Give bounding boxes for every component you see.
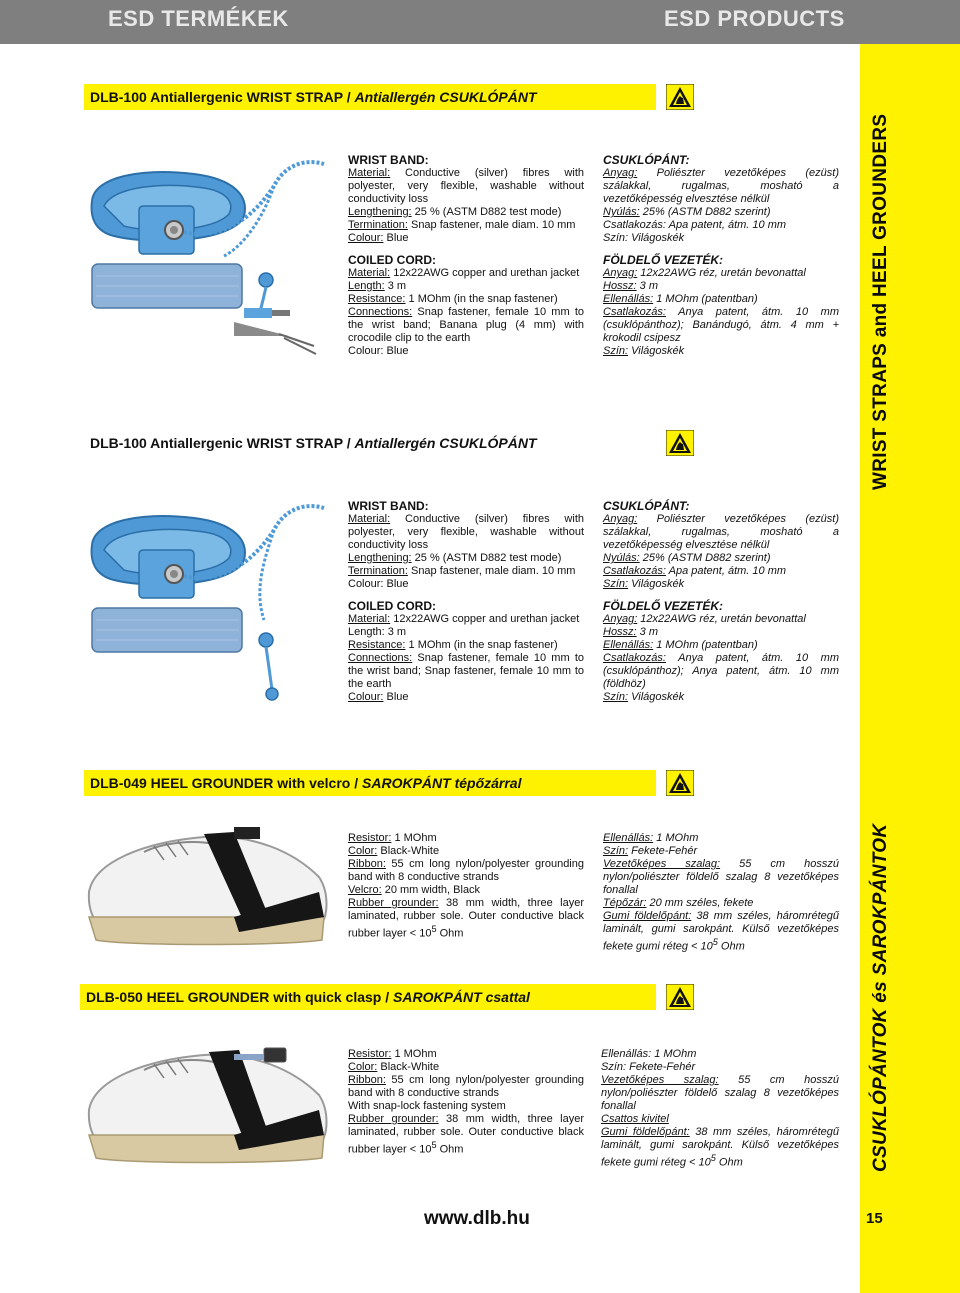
page-number: 15 xyxy=(866,1210,883,1227)
spec-line: Colour: Blue xyxy=(348,232,409,244)
spec-line: Csatlakozás: Anya patent, átm. 10 mm (csuklópánthoz); Anya patent, átm. 10 mm (földhöz) xyxy=(603,652,839,690)
heel-grounder-image-2 xyxy=(84,1040,334,1170)
section-title: COILED CORD: xyxy=(348,599,436,613)
spec-line: Connections: Snap fastener, female 10 mm to the wrist band; Banana plug (4 mm) with crocodile clip to the earth xyxy=(348,306,584,344)
esd-warning-icon xyxy=(666,84,694,110)
side-label-hu-b: és SAROKPÁNTOK xyxy=(870,823,891,1003)
spec-line: Rubber grounder: 38 mm width, three layer laminated, rubber sole. Outer conductive black rubber layer < $10^5$ Ohm xyxy=(348,1113,584,1156)
spec-line: Resistance: 1 MOhm (in the snap fastener) xyxy=(348,639,558,651)
section-title: WRIST BAND: xyxy=(348,499,429,513)
specs-en-4 xyxy=(348,1048,584,1157)
spec-line: Length: 3 m xyxy=(348,280,407,292)
spec-line: Colour: Blue xyxy=(348,578,409,590)
spec-line: Anyag: Poliészter vezetőképes (ezüst) szálakkal, rugalmas, mosható a vezetőképesség elvesztése nélkül xyxy=(603,167,839,205)
spec-line: Ellenállás: 1 MOhm xyxy=(603,832,699,844)
product-title-3-hu: SAROKPÁNT tépőzárral xyxy=(362,775,522,791)
spec-line: Vezetőképes szalag: 55 cm hosszú nylon/poliészter földelő szalag 8 vezetőképes fonallal xyxy=(601,1074,839,1112)
spec-line: Resistance: 1 MOhm (in the snap fastener) xyxy=(348,293,558,305)
spec-line: Szín: Fekete-Fehér xyxy=(603,845,698,857)
spec-line: Csatlakozás: Anya patent, átm. 10 mm (csuklópánthoz); Banándugó, átm. 4 mm + krokodil csipesz xyxy=(603,306,839,344)
spec-line: Lengthening: 25 % (ASTM D882 test mode) xyxy=(348,552,562,564)
spec-line: Csatlakozás: Apa patent, átm. 10 mm xyxy=(603,219,787,231)
spec-line: Colour: Blue xyxy=(348,345,409,357)
esd-warning-icon xyxy=(666,770,694,796)
spec-line: Szín: Világoskék xyxy=(603,345,685,357)
product-title-3 xyxy=(84,770,656,796)
spec-line: Color: Black-White xyxy=(348,1061,440,1073)
spec-line: Termination: Snap fastener, male diam. 10 mm xyxy=(348,219,576,231)
specs-hu-2 xyxy=(603,500,839,704)
product-title-1-hu: Antiallergén CSUKLÓPÁNT xyxy=(354,89,537,105)
spec-line: Rubber grounder: 38 mm width, three layer laminated, rubber sole. Outer conductive black rubber layer < $10^5$ Ohm xyxy=(348,897,584,940)
section-title: FÖLDELŐ VEZETÉK: xyxy=(603,253,723,267)
footer-url[interactable]: www.dlb.hu xyxy=(424,1208,530,1229)
wrist-strap-image-1 xyxy=(84,146,334,368)
spec-line: Szín: Fekete-Fehér xyxy=(601,1061,696,1073)
spec-line: Connections: Snap fastener, female 10 mm to the wrist band; Snap fastener, female 10 mm to the earth xyxy=(348,652,584,690)
section-title: FÖLDELŐ VEZETÉK: xyxy=(603,599,723,613)
spec-line: Color: Black-White xyxy=(348,845,440,857)
spec-line: Anyag: 12x22AWG réz, uretán bevonattal xyxy=(603,613,806,625)
specs-hu-1 xyxy=(603,154,839,358)
spec-line: Material: 12x22AWG copper and urethan jacket xyxy=(348,613,580,625)
product-title-2-en: DLB-100 Antiallergenic WRIST STRAP / xyxy=(90,435,355,451)
specs-hu-3 xyxy=(603,832,839,954)
product-title-4-hu: SAROKPÁNT csattal xyxy=(393,989,530,1005)
spec-line: Hossz: 3 m xyxy=(603,626,659,638)
spec-line: Colour: Blue xyxy=(348,691,409,703)
spec-line: Csattos kivitel xyxy=(601,1113,669,1125)
header-title-hu: ESD TERMÉKEK xyxy=(108,6,289,31)
section-title: CSUKLÓPÁNT: xyxy=(603,499,690,513)
spec-line: Termination: Snap fastener, male diam. 10 mm xyxy=(348,565,576,577)
spec-line: Ribbon: 55 cm long nylon/polyester grounding band with 8 conductive strands xyxy=(348,858,584,883)
spec-line: Resistor: 1 MOhm xyxy=(348,1048,437,1060)
specs-hu-4 xyxy=(601,1048,839,1170)
spec-line: Vezetőképes szalag: 55 cm hosszú nylon/poliészter földelő szalag 8 vezetőképes fonallal xyxy=(603,858,839,896)
spec-line: Ellenállás: 1 MOhm xyxy=(601,1048,697,1060)
spec-line: Resistor: 1 MOhm xyxy=(348,832,437,844)
product-title-4 xyxy=(80,984,656,1010)
esd-warning-icon xyxy=(666,430,694,456)
esd-warning-icon xyxy=(666,984,694,1010)
spec-line: Material: 12x22AWG copper and urethan jacket xyxy=(348,267,580,279)
product-title-2-hu: Antiallergén CSUKLÓPÁNT xyxy=(354,435,537,451)
specs-en-3 xyxy=(348,832,584,941)
product-title-2 xyxy=(84,430,656,456)
section-title: COILED CORD: xyxy=(348,253,436,267)
spec-line: Szín: Világoskék xyxy=(603,232,685,244)
page-header xyxy=(0,0,960,44)
side-label-hu xyxy=(870,824,892,1172)
spec-line: Ellenállás: 1 MOhm (patentban) xyxy=(603,293,758,305)
spec-line: Material: Conductive (silver) fibres with polyester, very flexible, washable without conductivity loss xyxy=(348,513,584,551)
spec-line: Tépőzár: 20 mm széles, fekete xyxy=(603,897,754,909)
spec-line: Anyag: Poliészter vezetőképes (ezüst) szálakkal, rugalmas, mosható a vezetőképesség elvesztése nélkül xyxy=(603,513,839,551)
spec-line: Nyúlás: 25% (ASTM D882 szerint) xyxy=(603,552,771,564)
spec-line: Gumi földelőpánt: 38 mm széles, háromrétegű laminált, gumi sarokpánt. Külső vezetőképes fekete gumi réteg < $10^5$ Ohm xyxy=(603,910,839,953)
product-title-3-en: DLB-049 HEEL GROUNDER with velcro / xyxy=(90,775,363,791)
section-title: WRIST BAND: xyxy=(348,153,429,167)
spec-line: Length: 3 m xyxy=(348,626,407,638)
spec-line: Csatlakozás: Apa patent, átm. 10 mm xyxy=(603,565,787,577)
spec-line: Nyúlás: 25% (ASTM D882 szerint) xyxy=(603,206,771,218)
product-title-4-en: DLB-050 HEEL GROUNDER with quick clasp / xyxy=(86,989,394,1005)
spec-line: Ribbon: 55 cm long nylon/polyester grounding band with 8 conductive strands xyxy=(348,1074,584,1099)
spec-line: Hossz: 3 m xyxy=(603,280,659,292)
side-label-en: WRIST STRAPS and HEEL GROUNDERS xyxy=(870,113,891,490)
header-title-en: ESD PRODUCTS xyxy=(664,6,845,31)
spec-line: Szín: Világoskék xyxy=(603,691,685,703)
wrist-strap-image-2 xyxy=(84,490,334,712)
section-title: CSUKLÓPÁNT: xyxy=(603,153,690,167)
product-title-1 xyxy=(84,84,656,110)
spec-line: Velcro: 20 mm width, Black xyxy=(348,884,481,896)
spec-line: Lengthening: 25 % (ASTM D882 test mode) xyxy=(348,206,562,218)
spec-line: Anyag: 12x22AWG réz, uretán bevonattal xyxy=(603,267,806,279)
specs-en-1 xyxy=(348,154,584,358)
spec-line: Szín: Világoskék xyxy=(603,578,685,590)
spec-line: With snap-lock fastening system xyxy=(348,1100,506,1112)
product-title-1-en: DLB-100 Antiallergenic WRIST STRAP / xyxy=(90,89,355,105)
side-label-hu-a: CSUKLÓPÁNTOK xyxy=(870,1002,891,1172)
specs-en-2 xyxy=(348,500,584,704)
spec-line: Gumi földelőpánt: 38 mm széles, háromrétegű laminált, gumi sarokpánt. Külső vezetőképes fekete gumi réteg < $10^5$ Ohm xyxy=(601,1126,840,1169)
heel-grounder-image-1 xyxy=(84,822,334,952)
spec-line: Ellenállás: 1 MOhm (patentban) xyxy=(603,639,758,651)
spec-line: Material: Conductive (silver) fibres with polyester, very flexible, washable without conductivity loss xyxy=(348,167,584,205)
